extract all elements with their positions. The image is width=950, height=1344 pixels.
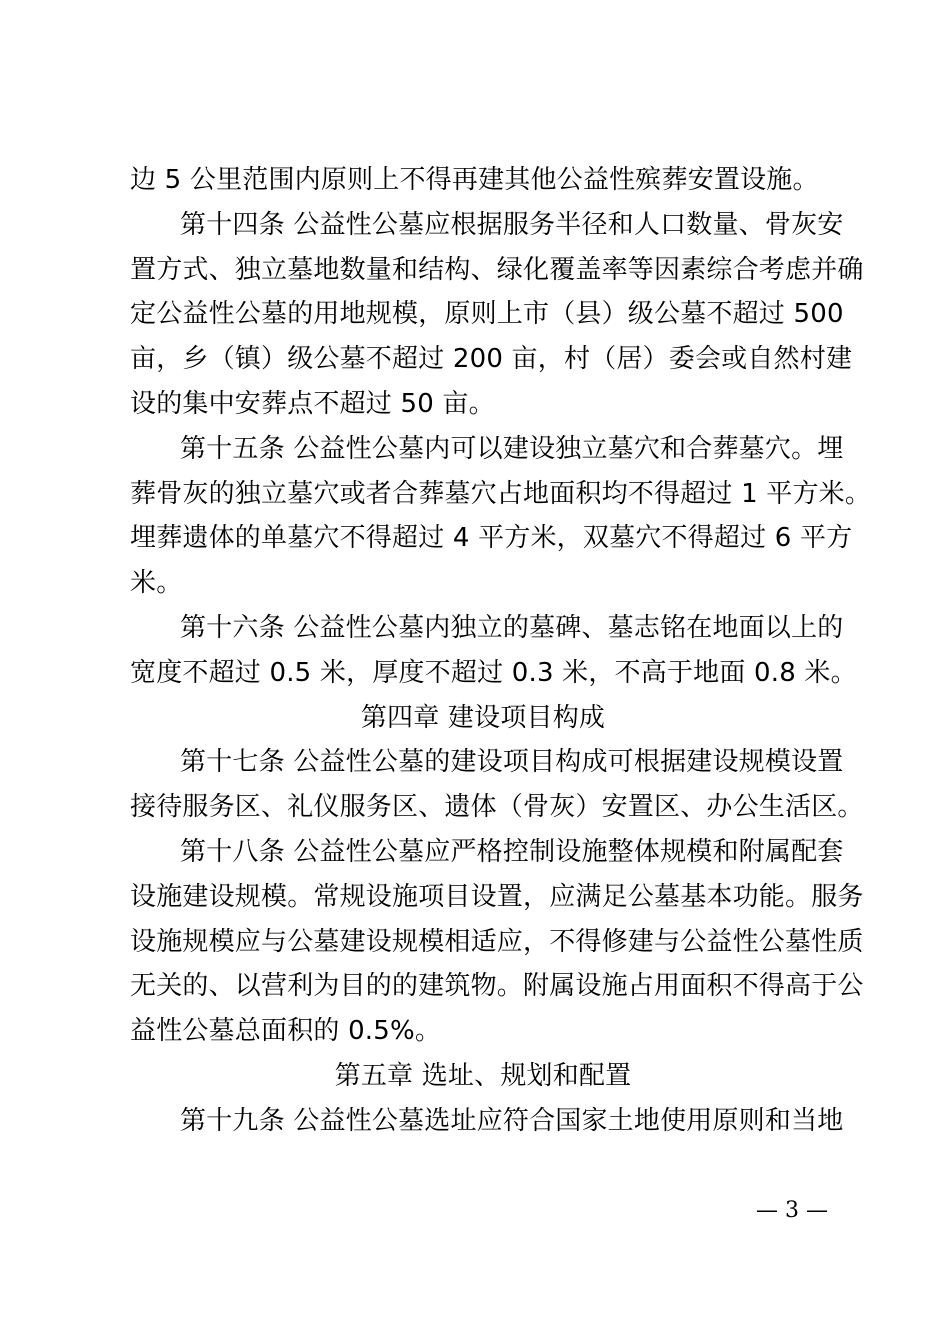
- paragraph-line: 米。: [130, 568, 183, 599]
- paragraph-line: 宽度不超过 0.5 米，厚度不超过 0.3 米，不高于地面 0.8 米。: [130, 657, 857, 688]
- paragraph-line: 设的集中安葬点不超过 50 亩。: [130, 388, 495, 419]
- paragraph-line: 亩，乡（镇）级公墓不超过 200 亩，村（居）委会或自然村建: [130, 344, 853, 375]
- article-17-line: 第十七条 公益性公墓的建设项目构成可根据建设规模设置: [180, 747, 844, 778]
- paragraph-line: 接待服务区、礼仪服务区、遗体（骨灰）安置区、办公生活区。: [130, 792, 864, 823]
- paragraph-line: 边 5 公里范围内原则上不得再建其他公益性殡葬安置设施。: [130, 165, 819, 195]
- chapter-5-heading: 第五章 选址、规划和配置: [334, 1060, 632, 1091]
- article-16-line: 第十六条 公益性公墓内独立的墓碑、墓志铭在地面以上的: [180, 612, 844, 643]
- paragraph-line: 设施建设规模。常规设施项目设置，应满足公墓基本功能。服务: [130, 881, 864, 912]
- chapter-4-heading: 第四章 建设项目构成: [360, 702, 606, 733]
- paragraph-line: 置方式、独立墓地数量和结构、绿化覆盖率等因素综合考虑并确: [130, 254, 864, 285]
- paragraph-line: 益性公墓总面积的 0.5%。: [130, 1016, 442, 1047]
- paragraph-line: 设施规模应与公墓建设规模相适应，不得修建与公益性公墓性质: [130, 926, 864, 957]
- article-14-line: 第十四条 公益性公墓应根据服务半径和人口数量、骨灰安: [180, 209, 844, 240]
- paragraph-line: 埋葬遗体的单墓穴不得超过 4 平方米，双墓穴不得超过 6 平方: [130, 523, 853, 554]
- article-15-line: 第十五条 公益性公墓内可以建设独立墓穴和合葬墓穴。埋: [180, 433, 844, 464]
- article-19-line: 第十九条 公益性公墓选址应符合国家土地使用原则和当地: [180, 1105, 844, 1136]
- document-body: [130, 158, 872, 1144]
- paragraph-line: 无关的、以营利为目的的建筑物。附属设施占用面积不得高于公: [130, 971, 864, 1002]
- paragraph-line: 定公益性公墓的用地规模，原则上市（县）级公墓不超过 500: [130, 299, 844, 330]
- paragraph-line: 葬骨灰的独立墓穴或者合葬墓穴占地面积均不得超过 1 平方米。: [130, 478, 872, 509]
- page-number: — 3 —: [756, 1198, 828, 1223]
- article-18-line: 第十八条 公益性公墓应严格控制设施整体规模和附属配套: [180, 836, 844, 867]
